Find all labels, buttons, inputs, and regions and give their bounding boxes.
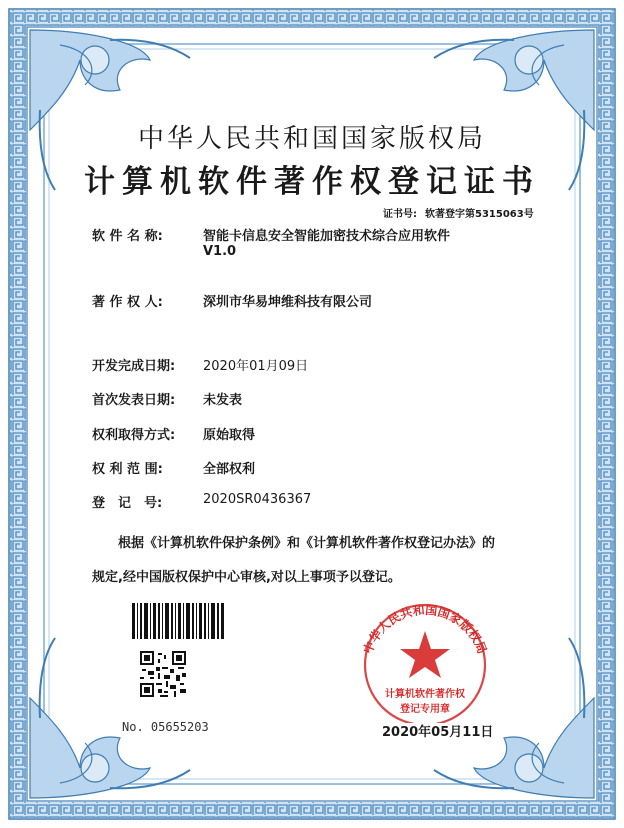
acquisition-method-value: 原始取得 — [203, 428, 256, 443]
qr-code — [140, 651, 186, 697]
issue-date: 2020年05月11日 — [382, 725, 494, 740]
rights-scope-value: 全部权利 — [203, 462, 256, 477]
serial-number: No. 05655203 — [122, 720, 209, 734]
software-name-label: 软 件 名 称: — [92, 229, 163, 244]
certificate-title: 计算机软件著作权登记证书 — [84, 164, 540, 200]
certificate-number-label: 证书号: — [383, 209, 417, 220]
publication-date-value: 未发表 — [203, 393, 243, 408]
acquisition-method-label: 权利取得方式: — [92, 428, 176, 443]
copyright-owner-value: 深圳市华易坤维科技有限公司 — [203, 295, 373, 310]
software-version-value: V1.0 — [203, 244, 237, 259]
certificate-number-value: 软著登字第5315063号 — [425, 209, 534, 220]
certificate-number — [383, 205, 534, 220]
software-name-value: 智能卡信息安全智能加密技术综合应用软件 — [203, 229, 451, 244]
copyright-owner-label: 著 作 权 人: — [92, 295, 163, 310]
publication-date-label: 首次发表日期: — [92, 393, 176, 408]
development-date-value: 2020年01月09日 — [203, 359, 309, 374]
barcode — [132, 603, 224, 639]
statement-line-2: 规定,经中国版权保护中心审核,对以上事项予以登记。 — [92, 570, 401, 585]
seal-star-icon — [400, 631, 450, 678]
registration-number-value: 2020SR0436367 — [203, 492, 312, 507]
seal-line-1: 计算机软件著作权 — [385, 689, 465, 700]
rights-scope-label: 权 利 范 围: — [92, 462, 163, 477]
seal-arc-text: 中华人民共和国国家版权局 — [360, 603, 490, 656]
development-date-label: 开发完成日期: — [92, 359, 176, 374]
registration-number-label: 登 记 号: — [92, 496, 163, 511]
statement-line-1: 根据《计算机软件保护条例》和《计算机软件著作权登记办法》的 — [118, 536, 496, 551]
seal-line-2: 登记专用章 — [400, 704, 450, 715]
issuer-heading: 中华人民共和国国家版权局 — [137, 124, 486, 154]
